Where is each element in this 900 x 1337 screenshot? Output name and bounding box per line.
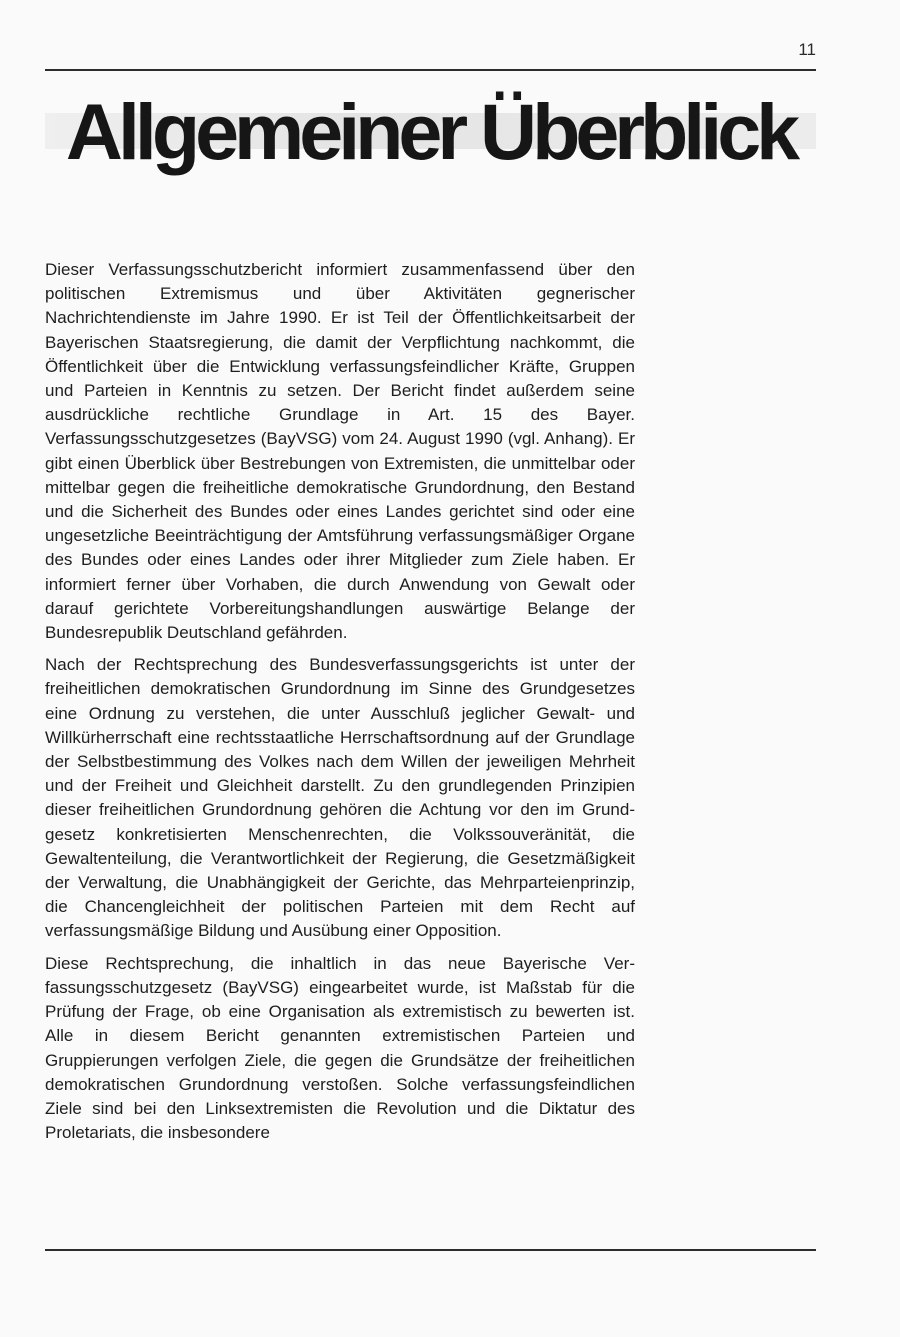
footer-rule (45, 1249, 816, 1251)
header-rule (45, 69, 816, 71)
paragraph-1: Dieser Verfassungsschutzbericht informiert zusammenfassend über den politischen Extremismus und über Aktivitäten gegnerischer Nachrichtendienste im Jahre 1990. Er ist Teil der Öffentlichkeitsarbeit der Bayerischen Staatsregierung, die damit der Verpflichtung nachkommt, die Öffentlichkeit über die Entwicklung verfassungsfeindlicher Kräfte, Gruppen und Parteien in Kenntnis zu setzen. Der Bericht findet außerdem seine ausdrückliche rechtliche Grundlage in Art. 15 des Bayer. Verfassungsschutzgesetzes (BayVSG) vom 24. August 1990 (vgl. Anhang). Er gibt einen Überblick über Bestrebungen von Extremisten, die unmittelbar oder mittelbar gegen die freiheitliche demokratische Grundordnung, den Bestand und die Sicherheit des Bundes oder eines Landes gerichtet sind oder eine ungesetzliche Beeinträchtigung der Amtsführung verfassungsmäßiger Organe des Bundes oder eines Landes oder ihrer Mitglieder zum Ziele haben. Er informiert ferner über Vorhaben, die durch Anwendung von Gewalt oder darauf gerichtete Vorbereitungshandlungen auswärtige Belange der Bundesrepublik Deutschland gefährden. (45, 260, 635, 643)
body-text (45, 258, 635, 1153)
paragraph-3: Diese Rechtsprechung, die inhaltlich in das neue Bayerische Verfassungsschutzgesetz (BayVSG) eingearbeitet wurde, ist Maßstab für die Prüfung der Frage, ob eine Organisation als extremistisch zu bewerten ist. Alle in diesem Bericht genannten extremistischen Parteien und Gruppierungen verfolgen Ziele, die gegen die Grundsätze der freiheitlichen demokratischen Grundordnung verstoßen. Solche verfassungsfeindlichen Ziele sind bei den Linksextremisten die Revolution und die Diktatur des Proletariats, die insbesondere (45, 953, 635, 1143)
paragraph-2: Nach der Rechtsprechung des Bundesverfassungsgerichts ist unter der freiheitlichen demokratischen Grundordnung im Sinne des Grundgesetzes eine Ordnung zu verstehen, die unter Ausschluß jeglicher Gewalt- und Willkürherrschaft eine rechtsstaatliche Herrschaftsordnung auf der Grundlage der Selbstbestimmung des Volkes nach dem Willen der jeweiligen Mehrheit und der Freiheit und Gleichheit darstellt. Zu den grundlegenden Prinzipien dieser freiheitlichen Grundordnung gehören die Achtung vor den im Grundgesetz konkretisierten Menschenrechten, die Volkssouveränität, die Gewaltenteilung, die Verantwortlichkeit der Regierung, die Gesetzmäßigkeit der Verwaltung, die Unabhängigkeit der Gerichte, das Mehrparteienprinzip, die Chancengleichheit der politischen Parteien mit dem Recht auf verfassungsmäßige Bildung und Ausübung einer Opposition. (45, 655, 635, 941)
page-number: 11 (798, 40, 816, 59)
page-title: Allgemeiner Überblick (65, 87, 796, 176)
